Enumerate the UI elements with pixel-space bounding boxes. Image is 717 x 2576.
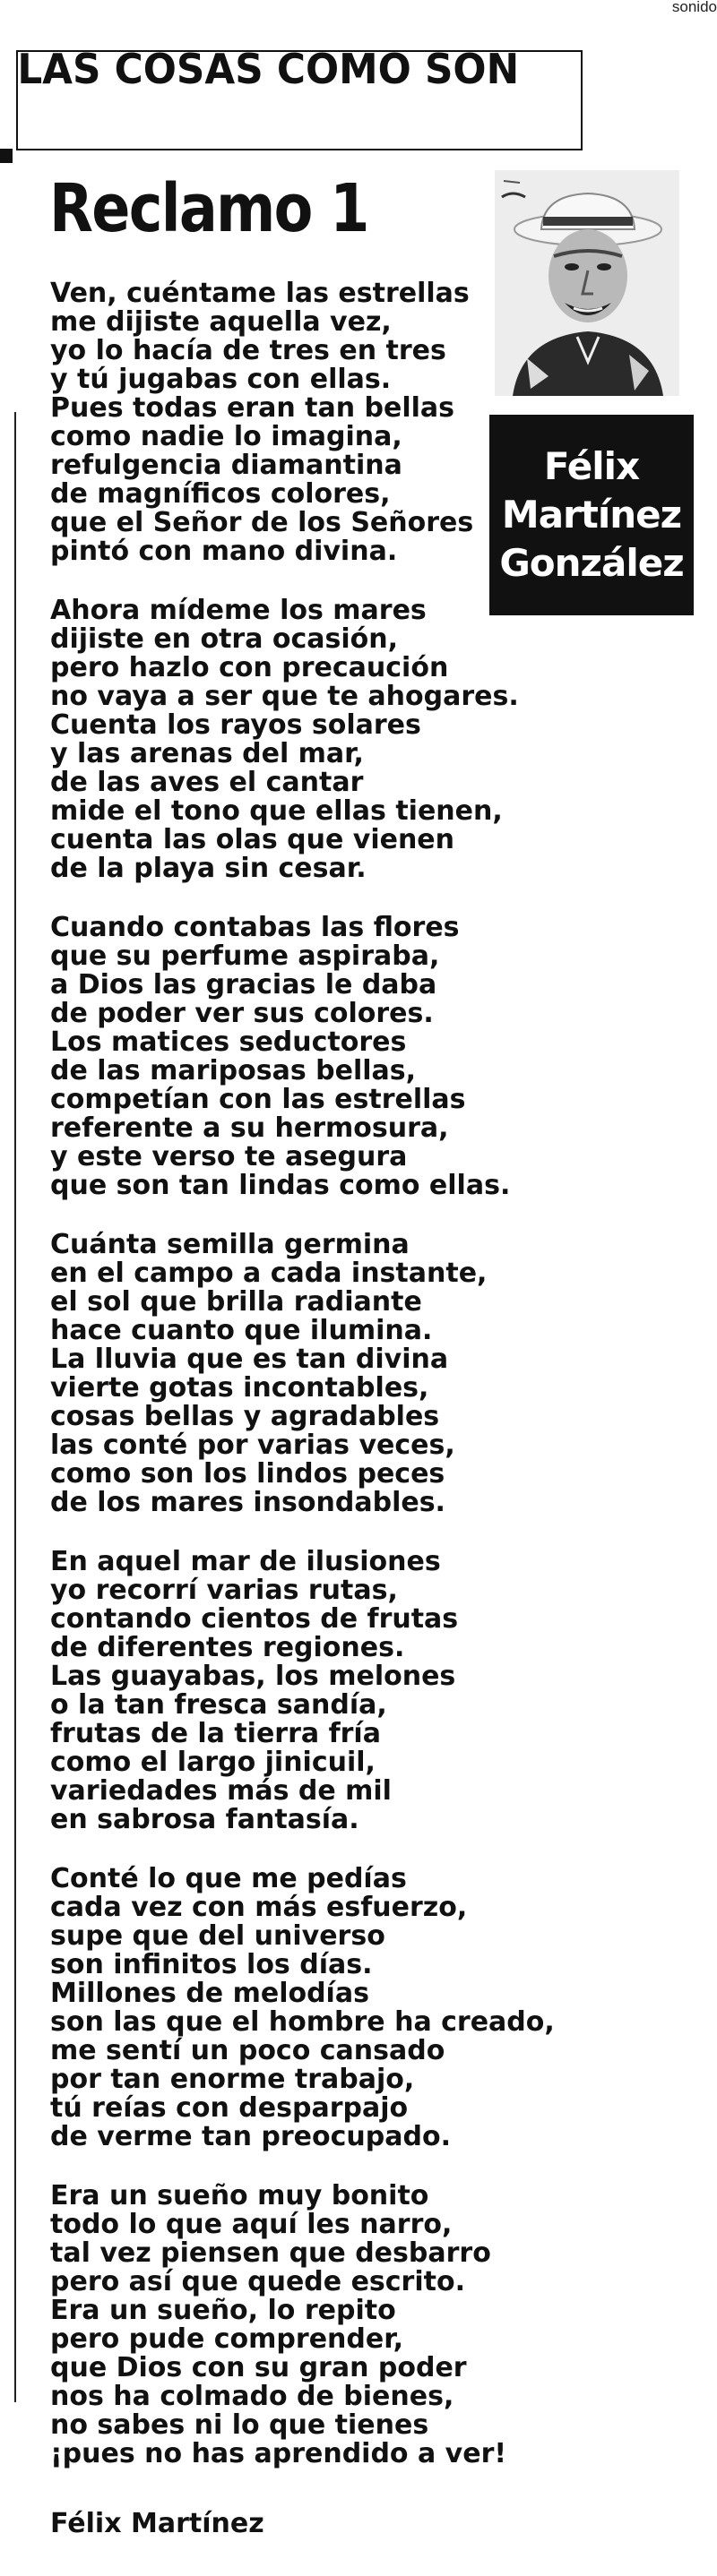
poem-line: de diferentes regiones.	[50, 1632, 405, 1663]
poem-line: a Dios las gracias le daba	[50, 969, 437, 1000]
poem-line: dijiste en otra ocasión,	[50, 623, 399, 655]
poem-line: Los matices seductores	[50, 1026, 407, 1058]
poem-line: pintó con mano divina.	[50, 536, 398, 567]
poem-line: de verme tan preocupado.	[50, 2121, 451, 2152]
poem-line: que el Señor de los Señores	[50, 507, 474, 538]
poem-line: de la playa sin cesar.	[50, 853, 367, 884]
stanza	[50, 1865, 606, 2151]
poem-line: como son los lindos peces	[50, 1458, 445, 1490]
poem-line: variedades más de mil	[50, 1775, 392, 1807]
poem-line: Pues todas eran tan bellas	[50, 392, 455, 424]
poem-line: cosas bellas y agradables	[50, 1401, 440, 1432]
poem-line: pero pude comprender,	[50, 2323, 403, 2355]
poem-line: de magníficos colores,	[50, 478, 391, 510]
poem-line: vierte gotas incontables,	[50, 1372, 429, 1404]
poem-line: me dijiste aquella vez,	[50, 306, 392, 338]
poem-line: refulgencia diamantina	[50, 450, 402, 481]
poem-line: En aquel mar de ilusiones	[50, 1546, 441, 1577]
poem-line: Cuando contabas las flores	[50, 912, 460, 943]
poem-line: tú reías con desparpajo	[50, 2092, 409, 2124]
poem-line: de los mares insondables.	[50, 1487, 445, 1518]
poem-line: el sol que brilla radiante	[50, 1286, 422, 1318]
poem-line: supe que del universo	[50, 1920, 385, 1952]
poem-line: cada vez con más esfuerzo,	[50, 1892, 468, 1923]
author-last-name-1: Martínez	[501, 493, 682, 537]
poem-line: como nadie lo imagina,	[50, 421, 402, 452]
poem-line: y tú jugabas con ellas.	[50, 364, 392, 395]
poem-line: que son tan lindas como ellas.	[50, 1170, 511, 1201]
poem-line: referente a su hermosura,	[50, 1112, 449, 1144]
author-last-name-2: González	[499, 541, 684, 585]
author-first-name: Félix	[543, 444, 640, 488]
poem-line: de las aves el cantar	[50, 767, 364, 798]
poem-line: en el campo a cada instante,	[50, 1258, 488, 1289]
poem-line: Cuenta los rayos solares	[50, 709, 421, 741]
poem-line: son infinitos los días.	[50, 1949, 373, 1980]
poem-line: competían con las estrellas	[50, 1084, 466, 1115]
poem-line: no vaya a ser que te ahogares.	[50, 681, 519, 712]
poem-line: hace cuanto que ilumina.	[50, 1315, 433, 1346]
poem-line: Conté lo que me pedías	[50, 1863, 407, 1894]
poem-line: como el largo jinicuil,	[50, 1747, 376, 1778]
header-tab-mark	[0, 149, 13, 163]
stanza	[50, 1548, 606, 1834]
column-rule	[14, 412, 16, 2402]
poem-line: ¡pues no has aprendido a ver!	[50, 2438, 507, 2469]
poem-line: Era un sueño, lo repito	[50, 2295, 396, 2326]
poem-line: y las arenas del mar,	[50, 738, 364, 769]
poem-line: nos ha colmado de bienes,	[50, 2381, 454, 2412]
poem-line: Ahora mídeme los mares	[50, 595, 427, 626]
poem-line: mide el tono que ellas tienen,	[50, 795, 503, 827]
cropped-header-text: sonido	[671, 0, 717, 15]
poem-line: no sabes ni lo que tienes	[50, 2409, 429, 2441]
poem-line: por tan enorme trabajo,	[50, 2064, 415, 2095]
poem-line: Era un sueño muy bonito	[50, 2180, 429, 2211]
poem-line: pero hazlo con precaución	[50, 652, 449, 683]
poem-line: son las que el hombre ha creado,	[50, 2006, 555, 2038]
poem-line: cuenta las olas que vienen	[50, 824, 455, 855]
stanza	[50, 914, 606, 1200]
poem-line: yo lo hacía de tres en tres	[50, 335, 446, 366]
poem-line: frutas de la tierra fría	[50, 1718, 381, 1749]
poem-line: que su perfume aspiraba,	[50, 940, 440, 972]
poem-line: todo lo que aquí les narro,	[50, 2209, 453, 2240]
poem-line: tal vez piensen que desbarro	[50, 2237, 491, 2269]
stanza	[50, 2182, 606, 2469]
poem-line: en sabrosa fantasía.	[50, 1804, 359, 1835]
poem-line: y este verso te asegura	[50, 1141, 408, 1172]
poem-line: Cuánta semilla germina	[50, 1229, 410, 1260]
signature: Félix Martínez	[50, 2508, 264, 2539]
poem-line: Millones de melodías	[50, 1978, 369, 2009]
poem-line: que Dios con su gran poder	[50, 2352, 467, 2383]
poem-title: Reclamo 1	[49, 170, 368, 247]
poem-line: me sentí un poco cansado	[50, 2035, 445, 2066]
poem-line: las conté por varias veces,	[50, 1430, 455, 1461]
poem-line: Ven, cuéntame las estrellas	[50, 278, 470, 309]
stanza	[50, 279, 606, 566]
poem-line: de poder ver sus colores.	[50, 998, 434, 1029]
poem-line: contando cientos de frutas	[50, 1603, 459, 1635]
poem-line: o la tan fresca sandía,	[50, 1689, 387, 1721]
poem-body	[50, 279, 606, 2499]
poem-line: pero así que quede escrito.	[50, 2266, 465, 2297]
section-title: LAS COSAS COMO SON	[17, 45, 520, 93]
stanza	[50, 1231, 606, 1517]
poem-line: La lluvia que es tan divina	[50, 1344, 449, 1375]
poem-line: Las guayabas, los melones	[50, 1661, 456, 1692]
poem-line: de las mariposas bellas,	[50, 1055, 417, 1086]
stanza	[50, 597, 606, 883]
poem-line: yo recorrí varias rutas,	[50, 1575, 398, 1606]
